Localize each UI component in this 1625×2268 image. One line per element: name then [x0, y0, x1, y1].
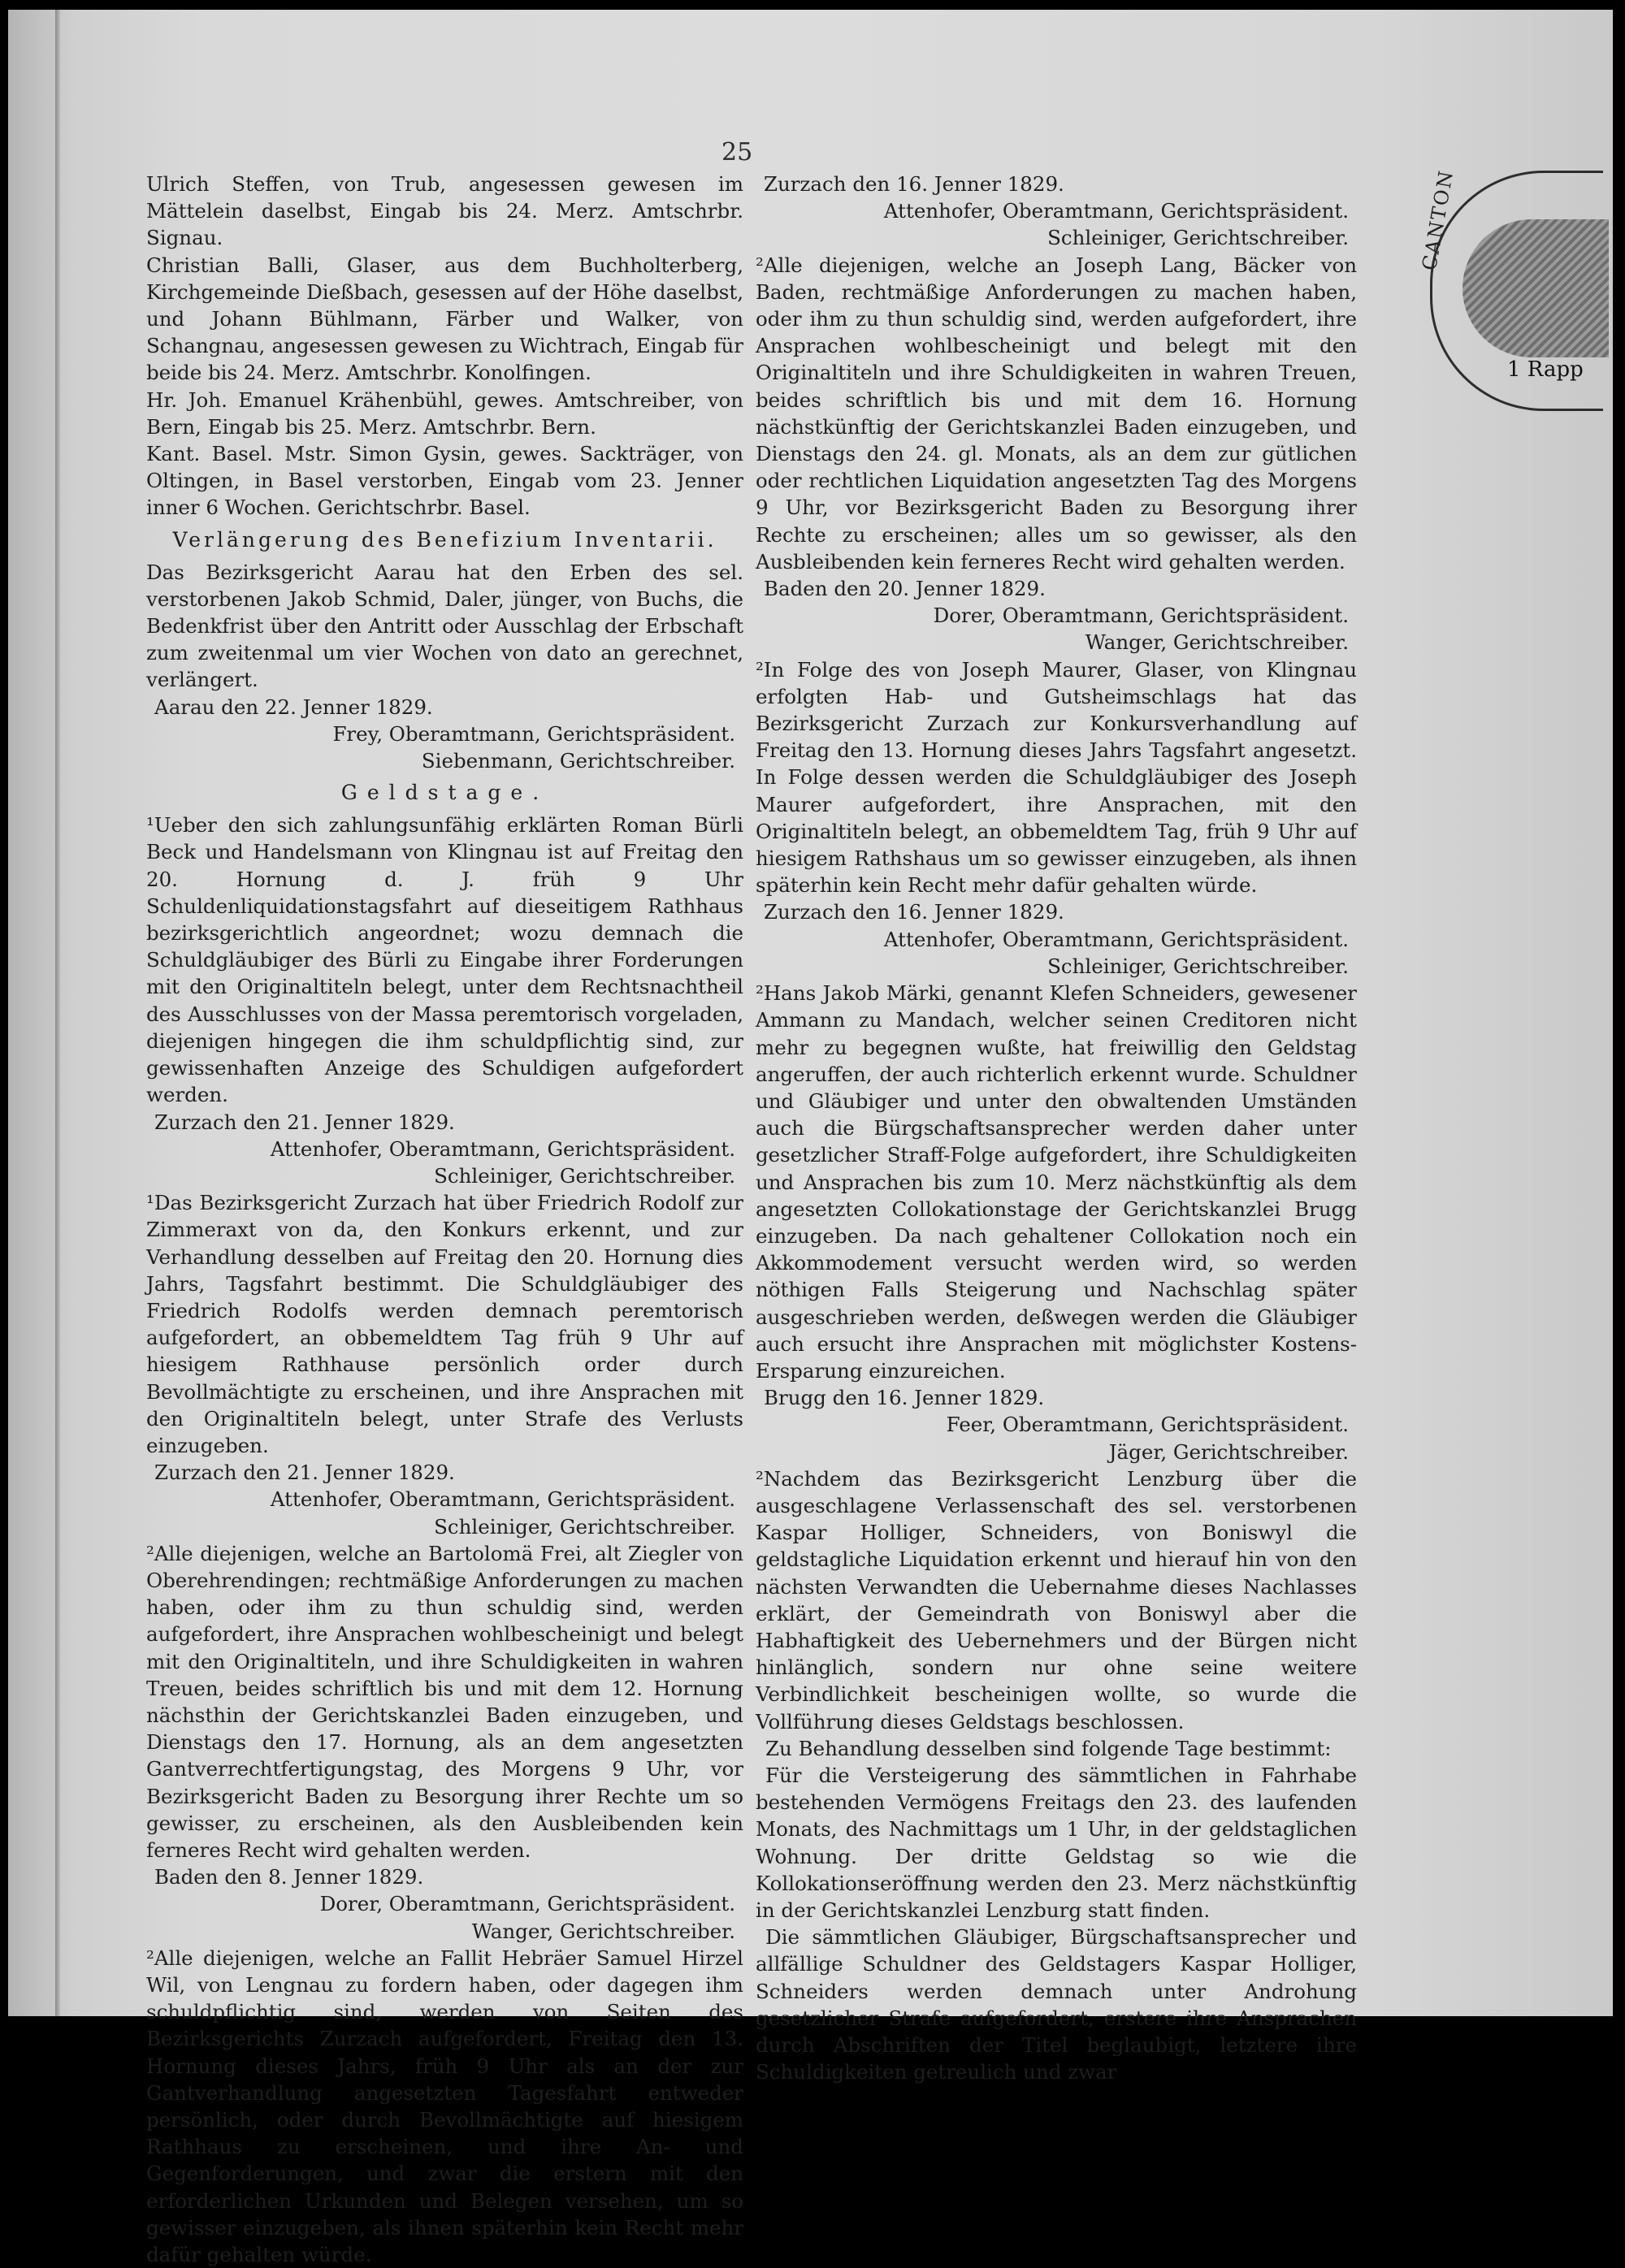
- notice-paragraph: Kant. Basel. Mstr. Simon Gysin, gewes. Sackträger, von Oltingen, in Basel verstorben, Eingab vom 23. Jenner inner 6 Wochen. Gerichtschrbr. Basel.: [146, 442, 743, 520]
- notice-paragraph: Zu Behandlung desselben sind folgende Tage bestimmt:: [765, 1736, 1332, 1760]
- notice-dateline: Zurzach den 16. Jenner 1829.: [764, 172, 1064, 196]
- section-heading: Geldstage.: [340, 781, 549, 805]
- notice-dateline: Baden den 20. Jenner 1829.: [764, 577, 1046, 601]
- right-column: [756, 171, 1357, 2085]
- left-column: [146, 171, 743, 2268]
- stamp-emblem: [1462, 219, 1609, 357]
- section-heading: Verlängerung des Benefizium Inventarii.: [172, 527, 717, 552]
- notice-signature: Attenhofer, Oberamtmann, Gerichtspräsident.: [270, 1487, 735, 1512]
- notice-paragraph: ²Alle diejenigen, welche an Joseph Lang, Bäcker von Baden, rechtmäßige Anforderungen zu machen haben, oder ihm zu thun schuldig sind, werden aufgefordert, ihre Ansprachen wohlbescheinigt und belegt mit den Originaltiteln und ihre Schuldigkeiten in wahren Treuen, beides schriftlich bis und mit dem 16. Hornung nächstkünftig der Gerichtskanzlei Baden einzugeben, und Dienstags den 24. gl. Monats, als an dem zur gütlichen oder rechtlichen Liquidation angesetzten Tag des Morgens 9 Uhr, vor Bezirksgericht Baden zu Besorgung ihrer Rechte zu erscheinen; alles um so gewisser, als den Ausbleibenden kein ferneres Recht wird gehalten werden.: [756, 253, 1357, 573]
- notice-dateline: Baden den 8. Jenner 1829.: [154, 1865, 424, 1889]
- notice-paragraph: ²Alle diejenigen, welche an Fallit Hebräer Samuel Hirzel Wil, von Lengnau zu fordern haben, oder dagegen ihm schuldpflichtig sind, werden von Seiten des Bezirksgerichts Zurzach aufgefordert, Freitag den 13. Hornung dieses Jahrs, früh 9 Uhr als an der zur Gantverhandlung angesetzten Tagesfahrt entweder persönlich, oder durch Bevollmächtigte auf hiesigem Rathhaus zu erscheinen, und ihre An- und Gegenforderungen, und zwar die erstern mit den erforderlichen Urkunden und Belegen versehen, um so gewisser einzugeben, als ihnen späterhin kein Recht mehr dafür gehalten würde.: [146, 1946, 743, 2267]
- notice-signature: Feer, Oberamtmann, Gerichtspräsident.: [946, 1413, 1349, 1437]
- notice-paragraph: ¹Das Bezirksgericht Zurzach hat über Friedrich Rodolf zur Zimmeraxt von da, den Konkurs erkennt, und zur Verhandlung desselben auf Freitag den 20. Hornung dies Jahrs, Tagsfahrt bestimmt. Die Schuldgläubiger des Friedrich Rodolfs werden demnach peremtorisch aufgefordert, an obbemeldtem Tag früh 9 Uhr auf hiesigem Rathhause persönlich order durch Bevollmächtigte zu erscheinen, und ihre Ansprachen mit den Originaltiteln belegt, unter Strafe des Verlusts einzugeben.: [146, 1191, 743, 1457]
- notice-paragraph: Für die Versteigerung des sämmtlichen in Fahrhabe bestehenden Vermögens Freitags den 23. des laufenden Monats, des Nachmittags um 1 Uhr, in der geldstaglichen Wohnung. Der dritte Geldstag so wie die Kollokationseröffnung werden den 23. Merz nächstkünftig in der Gerichtskanzlei Lenzburg statt finden.: [756, 1763, 1357, 1922]
- notice-signature: Attenhofer, Oberamtmann, Gerichtspräsident.: [270, 1136, 735, 1161]
- notice-dateline: Brugg den 16. Jenner 1829.: [764, 1386, 1045, 1410]
- notice-dateline: Zurzach den 16. Jenner 1829.: [764, 900, 1064, 924]
- page-number: 25: [722, 138, 753, 167]
- notice-signature: Schleiniger, Gerichtschreiber.: [434, 1163, 735, 1188]
- notice-dateline: Aarau den 22. Jenner 1829.: [154, 695, 433, 719]
- page-fold-shadow: [55, 10, 60, 2016]
- notice-signature: Dorer, Oberamtmann, Gerichtspräsident.: [319, 1892, 735, 1916]
- notice-paragraph: Christian Balli, Glaser, aus dem Buchholterberg, Kirchgemeinde Dießbach, gesessen auf der Höhe daselbst, und Johann Bühlmann, Färber und Walker, von Schangnau, angesessen gewesen zu Wichtrach, Eingab für beide bis 24. Merz. Amtschrbr. Konolfingen.: [146, 253, 743, 385]
- notice-paragraph: ¹Ueber den sich zahlungsunfähig erklärten Roman Bürli Beck und Handelsmann von Klingnau ist auf Freitag den 20. Hornung d. J. früh 9 Uhr Schuldenliquidationstagsfahrt auf dieseitigem Rathhaus bezirksgerichtlich angeordnet; wozu demnach die Schuldgläubiger des Bürli zu Eingabe ihrer Forderungen mit den Originaltiteln belegt, unter dem Rechtsnachtheil des Ausschlusses von der Massa peremtorisch vorgeladen, diejenigen hingegen die ihm schuldpflichtig sind, zur gewissenhaften Anzeige des Schuldigen aufgefordert werden.: [146, 813, 743, 1107]
- notice-dateline: Zurzach den 21. Jenner 1829.: [154, 1110, 455, 1134]
- stamp-price-text: 1 Rapp: [1507, 357, 1584, 382]
- notice-signature: Wanger, Gerichtschreiber.: [471, 1919, 735, 1943]
- stamp-canton-text: CANTON: [1418, 167, 1458, 272]
- notice-paragraph: Das Bezirksgericht Aarau hat den Erben des sel. verstorbenen Jakob Schmid, Daler, jünger, von Buchs, die Bedenkfrist über den Antritt oder Ausschlag der Erbschaft zum zweitenmal um vier Wochen von dato an gerechnet, verlängert.: [146, 560, 743, 692]
- notice-signature: Frey, Oberamtmann, Gerichtspräsident.: [332, 721, 735, 746]
- notice-paragraph: Die sämmtlichen Gläubiger, Bürgschaftsansprecher und allfällige Schuldner des Geldstagers Kaspar Holliger, Schneiders werden demnach unter Androhung gesetzlicher Strafe aufgefordert, erstere ihre Ansprachen durch Abschriften der Titel beglaubigt, letztere ihre Schuldigkeiten getreulich und zwar: [756, 1925, 1357, 2084]
- notice-paragraph: ²Nachdem das Bezirksgericht Lenzburg über die ausgeschlagene Verlassenschaft des sel. verstorbenen Kaspar Holliger, Schneiders, von Boniswyl die geldstagliche Liquidation erkennt und hierauf hin von den nächsten Verwandten die Uebernahme dieses Nachlasses erklärt, der Gemeindrath von Boniswyl aber die Habhaftigkeit des Uebernehmers und der Bürgen nicht hinlänglich, sondern nur ohne seine weitere Verbindlichkeit bescheinigen wollte, so wurde die Vollführung dieses Geldstags beschlossen.: [756, 1466, 1357, 1733]
- notice-signature: Schleiniger, Gerichtschreiber.: [1047, 954, 1349, 978]
- notice-signature: Attenhofer, Oberamtmann, Gerichtspräsident.: [883, 927, 1349, 951]
- notice-signature: Schleiniger, Gerichtschreiber.: [1047, 226, 1349, 250]
- notice-signature: Jäger, Gerichtschreiber.: [1108, 1439, 1349, 1464]
- notice-signature: Schleiniger, Gerichtschreiber.: [434, 1514, 735, 1539]
- notice-dateline: Zurzach den 21. Jenner 1829.: [154, 1461, 455, 1485]
- notice-paragraph: ²In Folge des von Joseph Maurer, Glaser, von Klingnau erfolgten Hab- und Gutsheimschlags hat das Bezirksgericht Zurzach zur Konkursverhandlung auf Freitag den 13. Hornung dieses Jahrs Tagsfahrt angesetzt. In Folge dessen werden die Schuldgläubiger des Joseph Maurer aufgefordert, ihre Ansprachen, mit den Originaltiteln belegt, an obbemeldtem Tag, früh 9 Uhr auf hiesigem Rathshaus um so gewisser einzugeben, als ihnen späterhin kein Recht mehr dafür gehalten würde.: [756, 657, 1357, 898]
- notice-signature: Siebenmann, Gerichtschreiber.: [421, 749, 735, 773]
- notice-signature: Attenhofer, Oberamtmann, Gerichtspräsident.: [883, 199, 1349, 223]
- notice-signature: Wanger, Gerichtschreiber.: [1085, 630, 1349, 655]
- notice-paragraph: Ulrich Steffen, von Trub, angesessen gewesen im Mättelein daselbst, Eingab bis 24. Merz. Amtschrbr. Signau.: [146, 172, 743, 250]
- notice-signature: Dorer, Oberamtmann, Gerichtspräsident.: [933, 604, 1349, 628]
- notice-paragraph: ²Alle diejenigen, welche an Bartolomä Frei, alt Ziegler von Oberehrendingen; rechtmäßige Anforderungen zu machen haben, oder ihm zu thun schuldig sind, werden aufgefordert, ihre Ansprachen wohlbescheinigt und belegt mit den Originaltiteln, und ihre Schuldigkeiten in wahren Treuen, beides schriftlich bis und mit dem 12. Hornung nächsthin der Gerichtskanzlei Baden einzugeben, und Dienstags den 17. Hornung, als an dem angesetzten Gantverrechtfertigungstag, des Morgens 9 Uhr, vor Bezirksgericht Baden zu Besorgung ihrer Rechte um so gewisser, zu erscheinen, als den Ausbleibenden kein ferneres Recht wird gehalten werden.: [146, 1541, 743, 1862]
- notice-paragraph: Hr. Joh. Emanuel Krähenbühl, gewes. Amtschreiber, von Bern, Eingab bis 25. Merz. Amtschrbr. Bern.: [146, 387, 743, 439]
- notice-paragraph: ²Hans Jakob Märki, genannt Klefen Schneiders, gewesener Ammann zu Mandach, welcher seinen Creditoren nicht mehr zu begegnen wußte, hat freiwillig den Geldstag angeruffen, der auch richterlich erkennt wurde. Schuldner und Gläubiger und unter den obwaltenden Umständen auch die Bürgschaftsansprecher werden daher unter gesetzlicher Straff-Folge aufgefordert, ihre Schuldigkeiten und Ansprachen bis zum 10. Merz nächstkünftig als dem angesetzten Collokationstage der Gerichtskanzlei Brugg einzugeben. Da nach gehaltener Collokation noch ein Akkommodement versucht werden wird, so werden nöthigen Falls Steigerung und Nachschlag später ausgeschrieben werden, deßwegen werden die Gläubiger auch ersucht ihre Ansprachen mit möglichster Kostens-Ersparung einzureichen.: [756, 981, 1357, 1383]
